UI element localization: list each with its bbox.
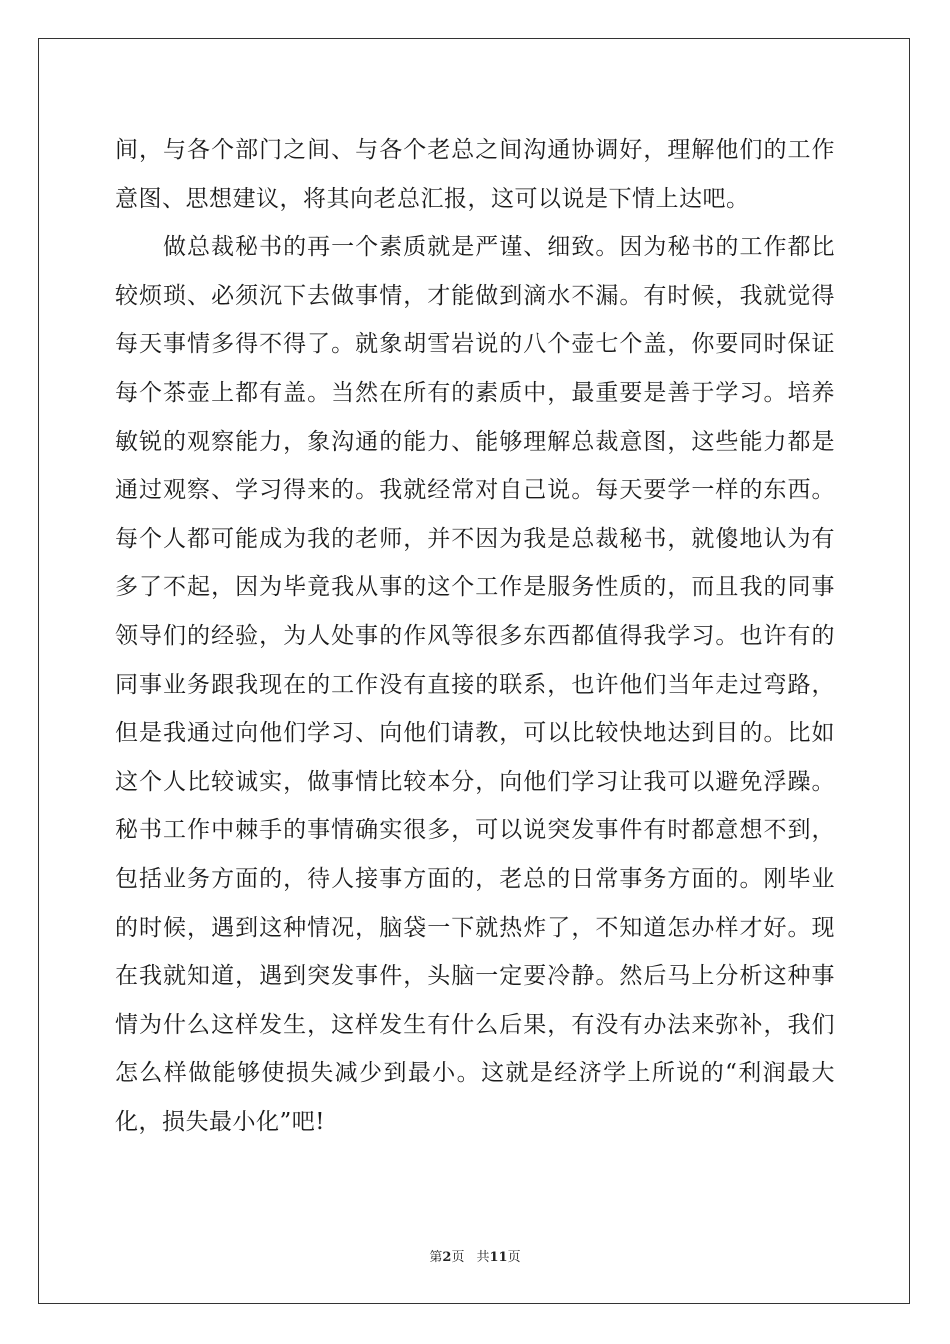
text-line-16: 包括业务方面的，待人接事方面的，老总的日常事务方面的。刚毕业 <box>115 865 835 892</box>
text-line-6: 每个茶壶上都有盖。当然在所有的素质中，最重要是善于学习。培养 <box>115 379 835 406</box>
text-line-19: 情为什么这样发生，这样发生有什么后果，有没有办法来弥补，我们 <box>115 1011 835 1038</box>
total-prefix: 共 <box>476 1250 490 1265</box>
text-line-11: 领导们的经验，为人处事的作风等很多东西都值得我学习。也许有的 <box>115 622 835 649</box>
text-line-14: 这个人比较诚实，做事情比较本分，向他们学习让我可以避免浮躁。 <box>115 768 835 795</box>
text-line-5: 每天事情多得不得了。就象胡雪岩说的八个壶七个盖，你要同时保证 <box>115 331 835 358</box>
text-line-2: 意图、思想建议，将其向老总汇报，这可以说是下情上达吧。 <box>115 185 750 212</box>
page-suffix: 页 <box>451 1250 465 1265</box>
text-line-17: 的时候，遇到这种情况，脑袋一下就热炸了，不知道怎办样才好。现 <box>115 914 835 941</box>
total-suffix: 页 <box>507 1250 521 1265</box>
document-body <box>115 126 835 1146</box>
text-line-3: 做总裁秘书的再一个素质就是严谨、细致。因为秘书的工作都比 <box>163 234 835 261</box>
page-footer <box>0 1246 950 1265</box>
text-line-20: 怎么样做能够使损失减少到最小。这就是经济学上所说的“利润最大 <box>115 1060 835 1087</box>
text-line-13: 但是我通过向他们学习、向他们请教，可以比较快地达到目的。比如 <box>115 720 835 747</box>
text-line-15: 秘书工作中棘手的事情确实很多，可以说突发事件有时都意想不到， <box>115 817 835 844</box>
page-prefix: 第 <box>429 1250 443 1265</box>
text-line-9: 每个人都可能成为我的老师，并不因为我是总裁秘书，就傻地认为有 <box>115 525 835 552</box>
text-line-7: 敏锐的观察能力，象沟通的能力、能够理解总裁意图，这些能力都是 <box>115 428 835 455</box>
text-line-10: 多了不起，因为毕竟我从事的这个工作是服务性质的，而且我的同事 <box>115 574 835 601</box>
text-line-4: 较烦琐、必须沉下去做事情，才能做到滴水不漏。有时候，我就觉得 <box>115 282 835 309</box>
text-line-18: 在我就知道，遇到突发事件，头脑一定要冷静。然后马上分析这种事 <box>115 963 835 990</box>
text-line-21: 化，损失最小化”吧! <box>115 1108 326 1135</box>
text-line-8: 通过观察、学习得来的。我就经常对自己说。每天要学一样的东西。 <box>115 477 835 504</box>
page-number: 2 <box>442 1250 452 1265</box>
text-line-1: 间，与各个部门之间、与各个老总之间沟通协调好，理解他们的工作 <box>115 137 835 163</box>
total-pages: 11 <box>489 1250 508 1265</box>
text-line-12: 同事业务跟我现在的工作没有直接的联系，也许他们当年走过弯路， <box>115 671 835 698</box>
